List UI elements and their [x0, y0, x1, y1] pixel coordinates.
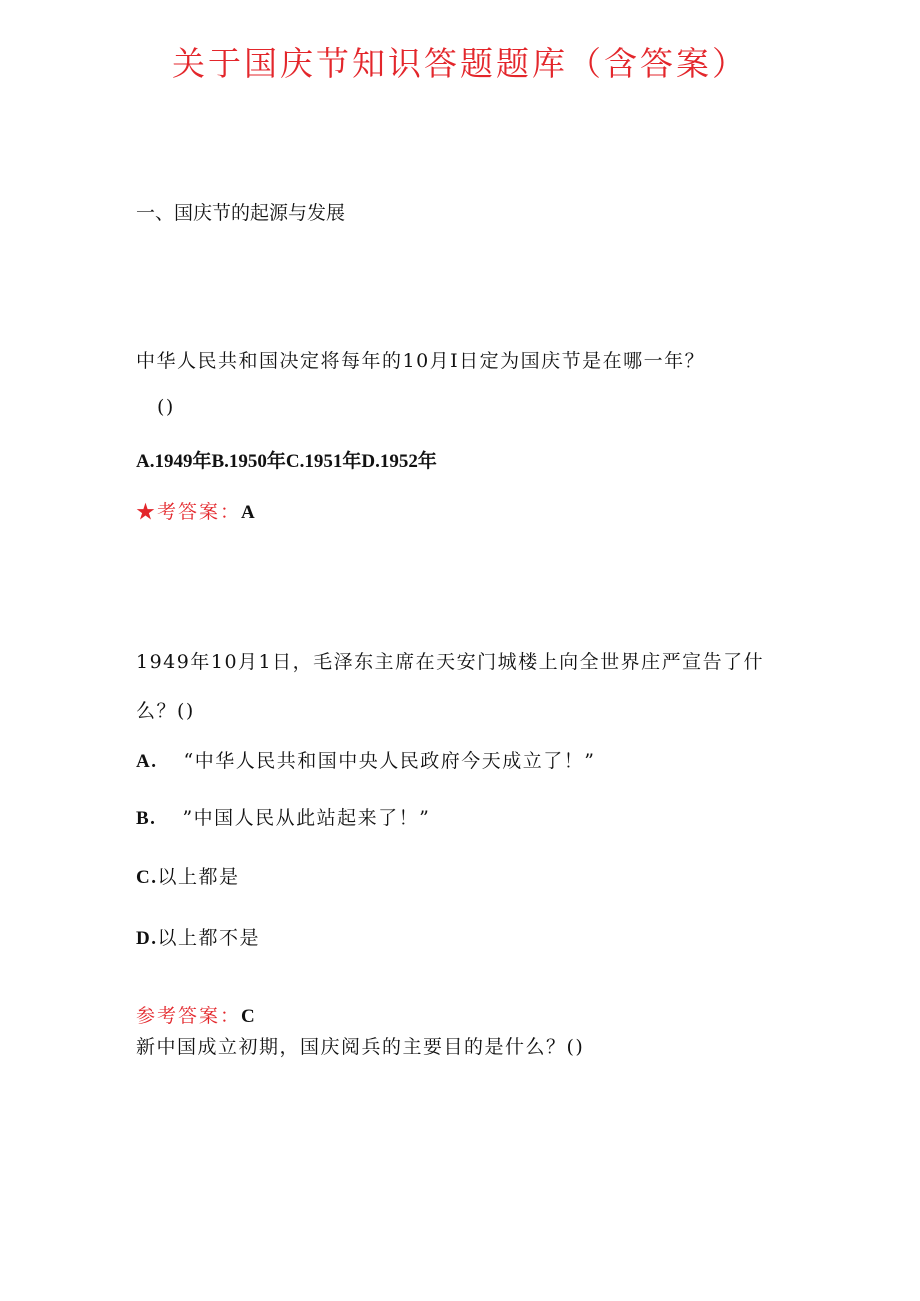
- question-1-paren: (): [157, 396, 175, 418]
- answer-letter: A: [241, 502, 257, 523]
- option-key: B.: [136, 808, 157, 829]
- question-2-option-b: [136, 803, 430, 830]
- option-key: A.: [136, 751, 158, 772]
- question-2-answer: [136, 1001, 257, 1028]
- answer-label: ★考答案：: [136, 501, 242, 523]
- question-2-option-d: [136, 923, 260, 950]
- question-2-text-line1: 1949年10月1日，毛泽东主席在天安门城楼上向全世界庄严宣告了什: [136, 651, 765, 673]
- question-2-option-a: [136, 746, 595, 773]
- question-3-text: 新中国成立初期，国庆阅兵的主要目的是什么？(): [136, 1036, 585, 1058]
- answer-letter: C: [241, 1006, 257, 1027]
- option-key: D.: [136, 928, 158, 949]
- question-2-option-c: [136, 862, 240, 889]
- answer-label: 参考答案：: [136, 1005, 242, 1027]
- question-1-text: 中华人民共和国决定将每年的10月I日定为国庆节是在哪一年？: [136, 350, 706, 372]
- option-key: C.: [136, 867, 158, 888]
- option-text: 以上都不是: [157, 927, 260, 949]
- section-heading: 一、国庆节的起源与发展: [136, 202, 346, 224]
- question-1-answer: [136, 497, 257, 524]
- option-text: “中华人民共和国中央人民政府今天成立了！”: [183, 750, 596, 772]
- document-title: 关于国庆节知识答题题库（含答案）: [172, 44, 748, 83]
- option-text: ”中国人民从此站起来了！”: [182, 807, 431, 829]
- question-1-options: A.1949年B.1950年C.1951年D.1952年: [136, 451, 437, 472]
- option-text: 以上都是: [157, 866, 240, 888]
- question-2-text-line2: 么？(): [136, 700, 195, 722]
